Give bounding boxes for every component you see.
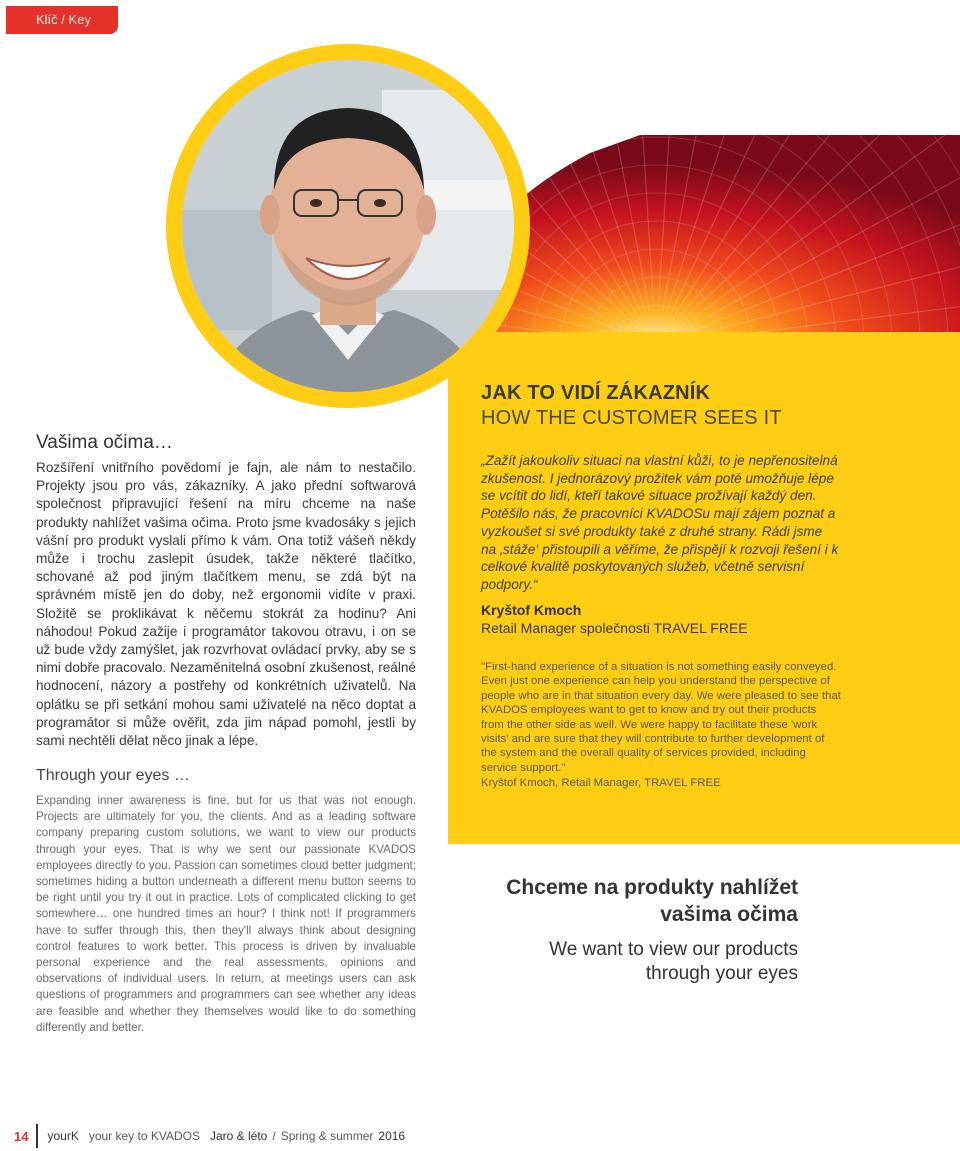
pull-quote-cz: Chceme na produkty nahlížet vašima očima (506, 876, 798, 926)
footer-divider (36, 1124, 38, 1148)
quote-author-signature-en: Kryštof Kmoch, Retail Manager, TRAVEL FREE (481, 777, 721, 789)
customer-quote-en: "First-hand experience of a situation is not something easily conveyed. Even just one experience can help you understand the perspective of people who are in that situation every day. We were pleased to see that KVADOS employees want to get to know and try out their products from the other side as well. We were happy to facilitate these 'work visits' and are sure that they will contribute to further development of the system and the overall quality of services provided, including service support." (481, 661, 841, 774)
panel-heading-en: HOW THE CUSTOMER SEES IT (481, 407, 782, 429)
portrait-photo (182, 60, 514, 392)
panel-heading-cz: JAK TO VIDÍ ZÁKAZNÍK (481, 382, 711, 404)
issue-season-en: Spring & summer (280, 1129, 374, 1143)
decorative-burst-image (470, 135, 960, 335)
page-footer (14, 1124, 405, 1148)
quote-author-role: Retail Manager společnosti TRAVEL FREE (481, 620, 748, 636)
customer-quote-cz: „Zažít jakoukoliv situaci na vlastní kůži, to je nepřenositelná zkušenost. I jednorázový prožitek vám poté umožňuje lépe se vcítit do lidí, kteří takové situace prožívají každý den. Potěšilo nás, že pracovníci KVADOSu mají zájem poznat a vyzkoušet si své produkty také z druhé strany. Rádi jsme na ‚stáže‘ přistoupili a věříme, že přispějí k rozvoji řešení i k celkové kvalitě poskytovaných služeb, včetně servisní podpory.“ (481, 453, 839, 592)
body-text-cz: Rozšíření vnitřního povědomí je fajn, ale nám to nestačilo. Projekty jsou pro vás, zákazníky. A jako přední softwarová společnost připravující řešení na míru chceme na naše produkty nahlížet vašima očima. Proto jsme kvadosáky s jejich vášní pro produkt vyslali přímo k vám. Ona totiž vášeň někdy může i trochu zaslepit úsudek, takže některé tlačítko, schované až pod jiným tlačítkem menu, se zdá být na správném místě jen do doby, než ergonomii vidíte v praxi. Složitě se proklikávat k něčemu stokrát za hodinu? Ani náhodou! Pokud zažije i programátor takovou otravu, i on se už bude vždy zamýšlet, jak rozvrhovat ovládací prvky, aby se s nimi dobře pracovalo. Nezaměnitelná osobní zkušenost, reálné hodnocení, názory a postřehy od konkrétních uživatelů. Na oplátku se při setkání mohou sami uživatelé na něco doptat a programátor si může ověřit, zda jim nápad pomohl, jestli by sami nechtěli dělat něco jinak a lépe. (36, 460, 416, 749)
section-heading-en: Through your eyes … (36, 767, 190, 784)
magazine-brand: yourK (47, 1129, 79, 1143)
pull-quote-en: We want to view our products through your eyes (549, 939, 798, 984)
magazine-tagline: your key to KVADOS (88, 1129, 200, 1143)
body-text-en: Expanding inner awareness is fine, but for us that was not enough. Projects are ultimately for you, the clients. And as a leading software company preparing custom solutions, we want to view our products through your eyes. That is why we sent our passionate KVADOS employees directly to you. Passion can sometimes cloud better judgment; sometimes hiding a button underneath a different menu button seems to be right until you try it out in practice. Lots of complicated clicking to get somewhere… one hundred times an hour? I think not! If programmers have to suffer through this, then they'll always think about designing control features to work better. This process is driven by invaluable personal experience and the real assessments, opinions and observations of individual users. In return, at meetings users can ask questions of programmers and programmers can see whether any ideas are feasible and whether they themselves would like to do something differently and better. (36, 794, 416, 1034)
tab-separator: / (61, 12, 65, 27)
tab-label-cz: Klíč (36, 12, 58, 27)
issue-year: 2016 (378, 1129, 406, 1143)
quote-author-name: Kryštof Kmoch (481, 602, 582, 618)
issue-separator: / (272, 1129, 276, 1143)
page-number: 14 (14, 1128, 29, 1144)
tab-label-en: Key (68, 12, 91, 27)
section-tab (6, 6, 118, 34)
section-heading-cz: Vašima očima… (36, 432, 173, 453)
issue-season-cz: Jaro & léto (209, 1129, 268, 1143)
